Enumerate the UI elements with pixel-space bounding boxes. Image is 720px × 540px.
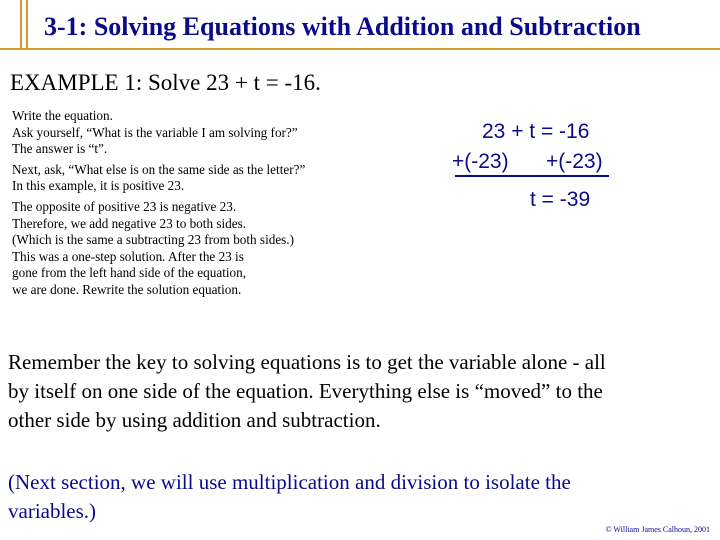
step-line: Ask yourself, “What is the variable I am solving for?” (12, 124, 298, 140)
key-idea-line: other side by using addition and subtraction. (8, 408, 381, 432)
equation-original: 23 + t = -16 (482, 120, 590, 143)
page-title: 3-1: Solving Equations with Addition and Subtraction (44, 12, 641, 41)
step-line: Therefore, we add negative 23 to both sides. (12, 215, 247, 231)
key-idea-line: by itself on one side of the equation. Everything else is “moved” to the (8, 379, 603, 403)
step-line: gone from the left hand side of the equation, (12, 265, 247, 281)
title-rule-left (20, 0, 22, 48)
step-line: (Which is the same a subtracting 23 from both sides.) (12, 232, 294, 248)
equation-sum-line (455, 175, 609, 177)
step-line: The opposite of positive 23 is negative 23. (12, 198, 237, 214)
step-line: In this example, it is positive 23. (12, 178, 185, 194)
step-line: Write the equation. (12, 108, 113, 123)
key-idea-line: Remember the key to solving equations is to get the variable alone - all (8, 350, 606, 374)
equation-add-left: +(-23) (452, 150, 509, 173)
step-line: The answer is “t”. (12, 141, 108, 157)
example-heading: EXAMPLE 1: Solve 23 + t = -16. (10, 70, 321, 95)
equation-result: t = -39 (530, 188, 591, 211)
copyright-credit: © William James Calhoun, 2001 (605, 525, 710, 534)
title-rule-left-inner (26, 0, 28, 48)
equation-add-right: +(-23) (546, 150, 603, 173)
next-section-line: variables.) (8, 499, 97, 523)
next-section-note (8, 468, 713, 526)
solution-steps (12, 108, 382, 299)
step-line: Next, ask, “What else is on the same side as the letter?” (12, 161, 306, 177)
next-section-line: (Next section, we will use multiplication and division to isolate the (8, 470, 571, 494)
step-line: This was a one-step solution. After the 23 is (12, 248, 244, 264)
step-line: we are done. Rewrite the solution equation. (12, 281, 242, 297)
title-underline-rule (0, 48, 720, 50)
key-idea-paragraph (8, 348, 713, 435)
